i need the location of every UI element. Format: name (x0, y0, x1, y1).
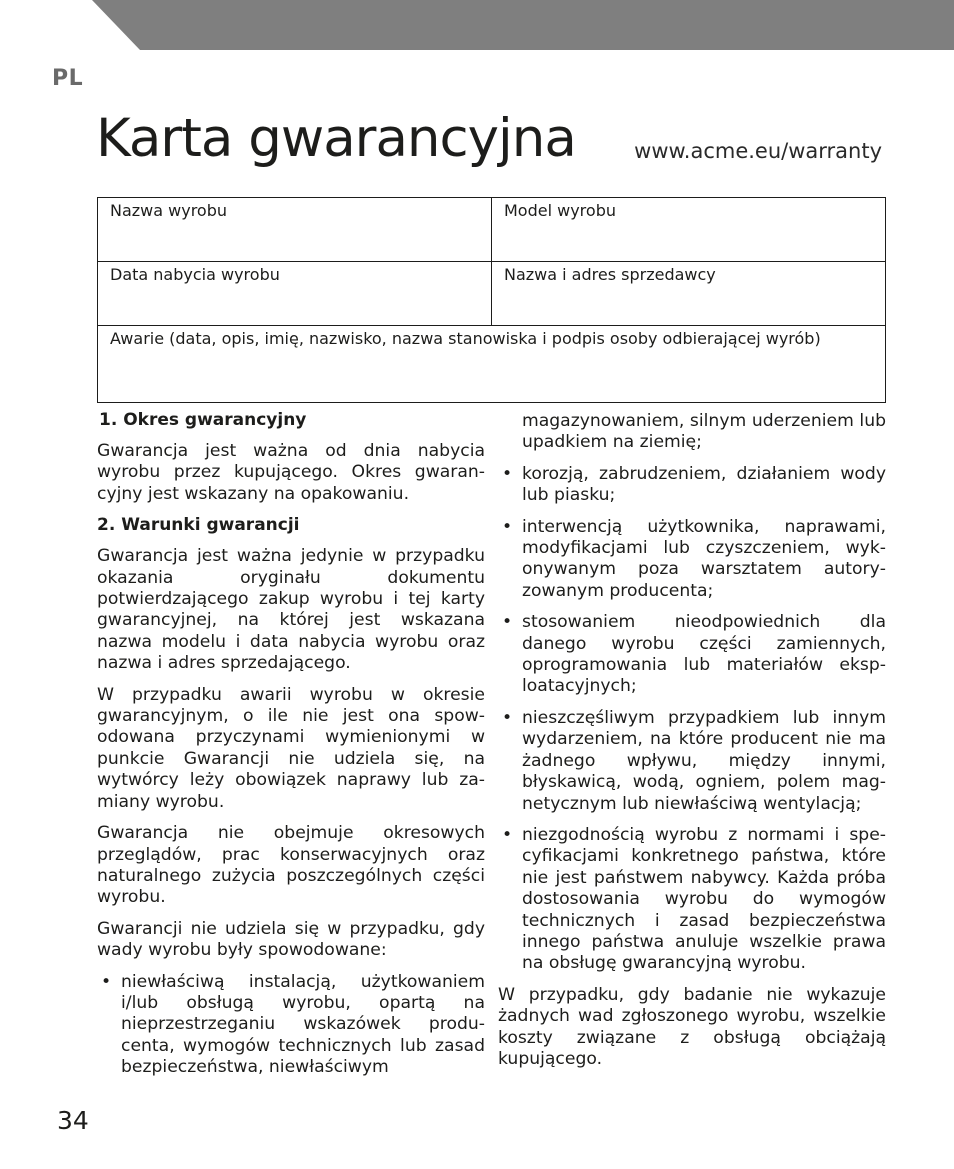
left-column (97, 410, 485, 1079)
list-item (498, 517, 886, 603)
list-item (498, 612, 886, 698)
list-item-text: stosowaniem nieodpowiednich dla danego wyrobu części zamiennych, oprogramowania lub materiałów eksploatacyjnych; (522, 612, 886, 697)
conditions-paragraph: Gwarancji nie udziela się w przypadku, gdy wady wyrobu były spowodowane: (97, 918, 485, 961)
page-title: Karta gwarancyjna (96, 108, 576, 169)
bullet-icon: • (101, 971, 112, 992)
list-item-text: interwencją użytkownika, naprawami, modyfikacjami lub czyszczeniem, wykonywanym poza warsztatem autoryzowanym producenta; (522, 516, 886, 601)
warranty-period-text: Gwarancja jest ważna od dnia nabycia wyrobu przez kupującego. Okres gwarancyjny jest wskazany na opakowaniu. (97, 441, 485, 504)
list-item (498, 464, 886, 507)
right-column (498, 411, 886, 1080)
conditions-paragraph: W przypadku awarii wyrobu w okresie gwarancyjnym, o ile nie jest ona spowodowana przyczynami wymienionymi w punkcie Gwarancji nie udziela się, na wytwórcy leży obowiązek naprawy lub zamiany wyrobu. (97, 684, 485, 812)
seller-field[interactable]: Nazwa i adres sprzedawcy (492, 262, 886, 326)
bullet-icon: • (502, 612, 513, 633)
section-heading-warranty-period: 1. Okres gwarancyjny (99, 410, 307, 430)
bullet-icon: • (502, 824, 513, 845)
list-item (97, 972, 485, 1079)
list-item (498, 825, 886, 975)
closing-paragraph: W przypadku, gdy badanie nie wykazuje żadnych wad zgłoszonego wyrobu, wszelkie koszty związane z obsługą obciążają kupującego. (498, 984, 886, 1069)
exclusion-list (498, 464, 886, 975)
list-item-text: korozją, zabrudzeniem, działaniem wody lub piasku; (522, 463, 886, 506)
bullet-icon: • (502, 463, 513, 484)
list-item-text: niewłaściwą instalacją, użytkowaniem i/lub obsługą wyrobu, opartą na nieprzestrzeganiu wskazówek producenta, wymogów technicznych lub zasad bezpieczeństwa, niewłaściwym (121, 971, 485, 1078)
conditions-paragraph: Gwarancja jest ważna jedynie w przypadku okazania oryginału dokumentu potwierdzającego zakup wyrobu i tej karty gwarancyjnej, na której jest wskazana nazwa modelu i data nabycia wyrobu oraz nazwa i adres sprzedającego. (97, 546, 485, 674)
purchase-date-field[interactable]: Data nabycia wyrobu (98, 262, 492, 326)
exclusion-list (97, 972, 485, 1079)
header-band (0, 0, 954, 50)
bullet-icon: • (502, 516, 513, 537)
language-code: PL (52, 66, 84, 91)
failures-field[interactable]: Awarie (data, opis, imię, nazwisko, nazwa stanowiska i podpis osoby odbierającej wyrób) (98, 326, 886, 403)
page-number: 34 (57, 1106, 89, 1135)
list-item-text: nieszczęśliwym przypadkiem lub innym wydarzeniem, na które producent nie ma żadnego wpływu, między innymi, błyskawicą, wodą, ogniem, polem magnetycznym lub niewłaściwą wentylacją; (522, 707, 886, 814)
warranty-url[interactable]: www.acme.eu/warranty (634, 139, 882, 163)
bullet-icon: • (502, 707, 513, 728)
list-item-continuation: magazynowaniem, silnym uderzeniem lub upadkiem na ziemię; (522, 411, 886, 453)
model-field[interactable]: Model wyrobu (492, 198, 886, 262)
conditions-paragraph: Gwarancja nie obejmuje okresowych przeglądów, prac konserwacyjnych oraz naturalnego zużycia poszczególnych części wyrobu. (97, 823, 485, 908)
warranty-form-table (97, 197, 886, 403)
list-item-text: niezgodnością wyrobu z normami i specyfikacjami konkretnego państwa, które nie jest państwem nabywcy. Każda próba dostosowania wyrobu do wymogów technicznych i zasad bezpieczeństwa innego państwa anuluje wszelkie prawa na obsługę gwarancyjną wyrobu. (522, 824, 886, 974)
product-name-field[interactable]: Nazwa wyrobu (98, 198, 492, 262)
section-heading-warranty-conditions: 2. Warunki gwarancji (97, 515, 300, 536)
list-item (498, 708, 886, 815)
